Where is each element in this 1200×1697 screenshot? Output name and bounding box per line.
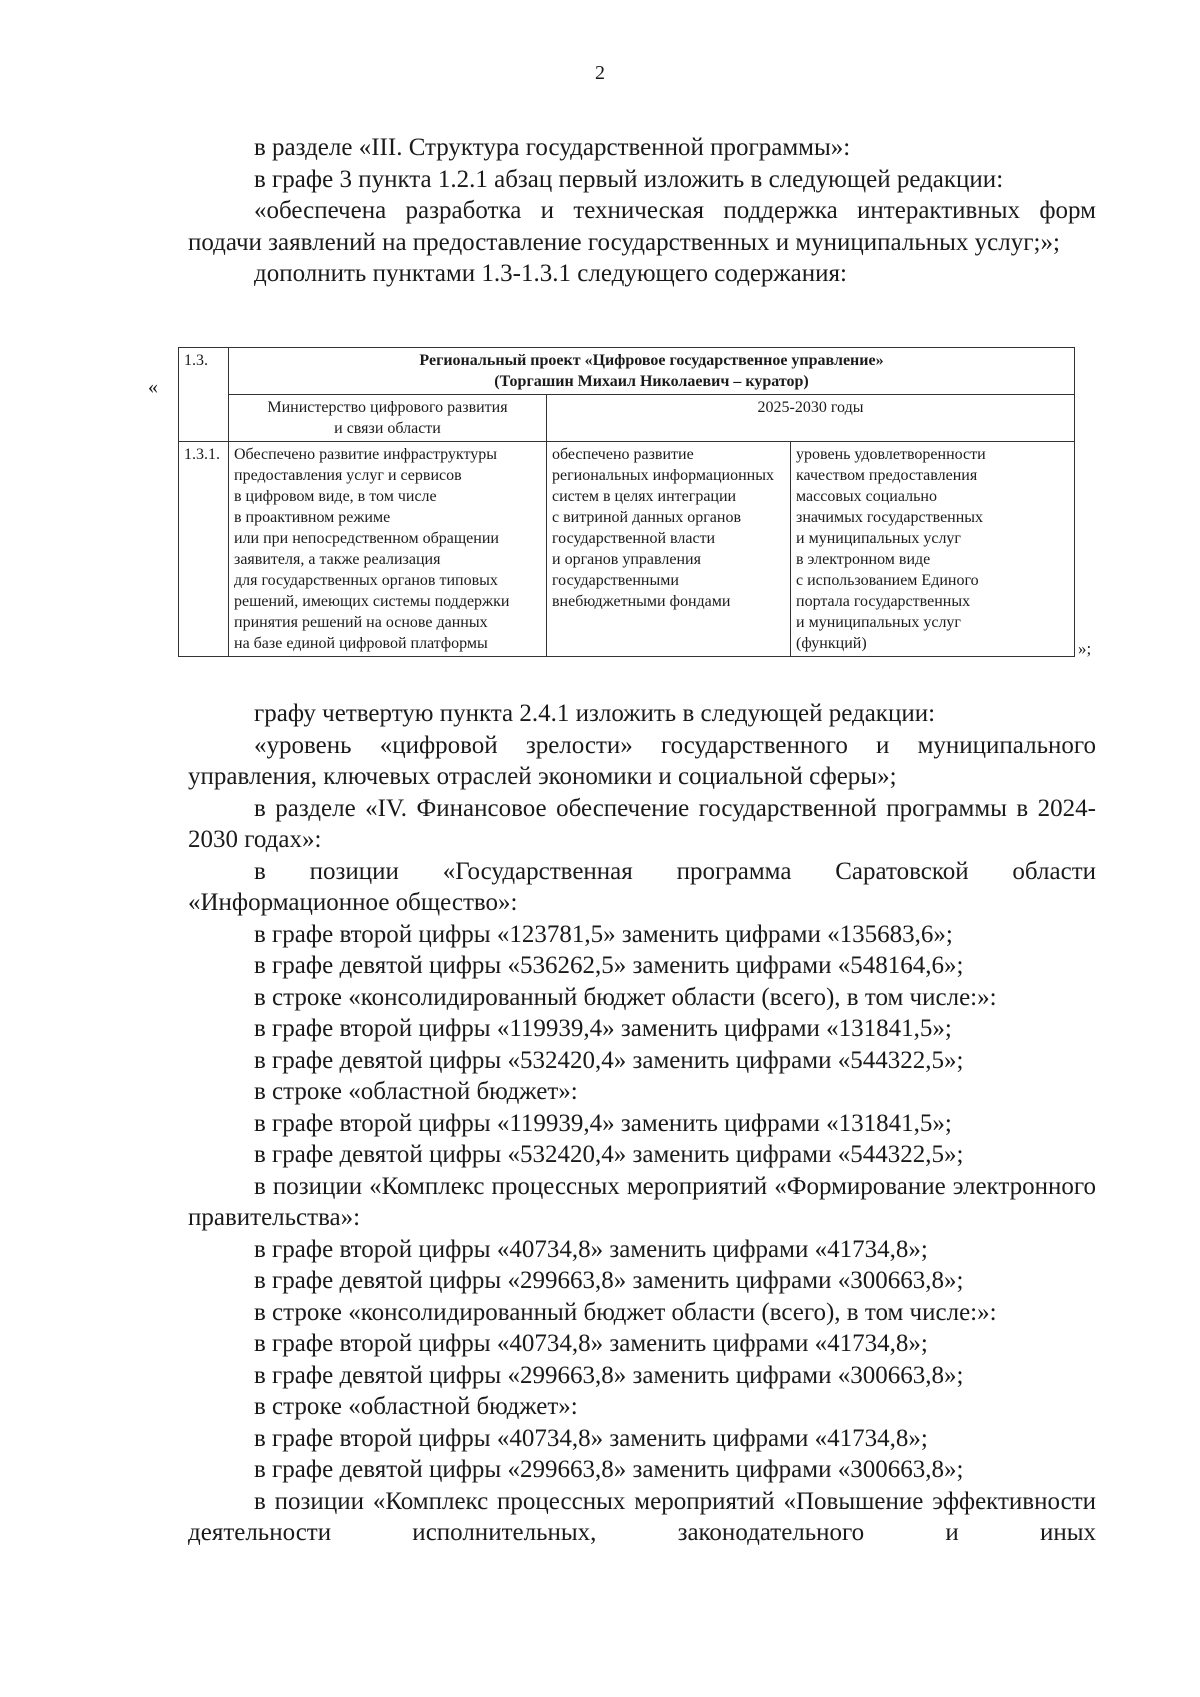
paragraph: в строке «консолидированный бюджет области (всего), в том числе:»: — [254, 983, 997, 1011]
intro-section — [188, 132, 1096, 290]
row-number: 1.3.1. — [179, 442, 229, 657]
paragraph: «уровень «цифровой зрелости» государственного и муниципального управления, ключевых отраслей экономики и социальной сферы»; — [188, 731, 1096, 790]
ministry-line: и связи области — [334, 420, 441, 437]
cell-line: принятия решений на основе данных — [234, 614, 488, 631]
cell-line: или при непосредственном обращении — [234, 530, 499, 547]
paragraph: в графе второй цифры «119939,4» заменить цифрами «131841,5»; — [254, 1015, 952, 1042]
indicator-cell — [791, 442, 1075, 657]
paragraph: в графе 3 пункта 1.2.1 абзац первый изложить в следующей редакции: — [254, 165, 1004, 193]
result-cell — [547, 442, 791, 657]
cell-line: обеспечено развитие — [552, 446, 694, 463]
cell-line: и муниципальных услуг — [796, 530, 961, 547]
project-title-cell — [229, 348, 1075, 395]
cell-line: с витриной данных органов — [552, 509, 741, 526]
project-title-line: Региональный проект «Цифровое государственное управление» — [419, 352, 884, 369]
cell-line: с использованием Единого — [796, 572, 979, 589]
cell-line: систем в целях интеграции — [552, 488, 737, 505]
cell-line: предоставления услуг и сервисов — [234, 467, 462, 484]
paragraph: в графе девятой цифры «299663,8» заменить цифрами «300663,8»; — [254, 1361, 964, 1389]
paragraph: в графе девятой цифры «536262,5» заменить цифрами «548164,6»; — [254, 952, 964, 979]
cell-line: Обеспечено развитие инфраструктуры — [234, 446, 498, 463]
paragraph: в графе девятой цифры «299663,8» заменить цифрами «300663,8»; — [254, 1456, 964, 1483]
paragraph: в графе девятой цифры «532420,4» заменить цифрами «544322,5»; — [254, 1046, 964, 1074]
paragraph: в разделе «III. Структура государственной программы»: — [254, 134, 851, 161]
cell-line: и муниципальных услуг — [796, 614, 961, 631]
paragraph: в строке «областной бюджет»: — [254, 1078, 578, 1105]
cell-line: значимых государственных — [796, 509, 984, 526]
period-cell: 2025-2030 годы — [547, 395, 1075, 442]
paragraph: «обеспечена разработка и техническая поддержка интерактивных форм подачи заявлений на предоставление государственных и муниципальных услуг;»; — [188, 197, 1096, 256]
table-row — [179, 442, 1075, 657]
table-row — [179, 395, 1075, 442]
amendment-table — [178, 347, 1075, 657]
ministry-line: Министерство цифрового развития — [267, 399, 508, 416]
cell-line: внебюджетными фондами — [552, 593, 731, 610]
paragraph: в графе второй цифры «123781,5» заменить цифрами «135683,6»; — [254, 920, 953, 948]
cell-line: качеством предоставления — [796, 467, 978, 484]
paragraph: в графе девятой цифры «532420,4» заменить цифрами «544322,5»; — [254, 1141, 964, 1168]
cell-line: государственными — [552, 572, 679, 589]
paragraph: графу четвертую пункта 2.4.1 изложить в следующей редакции: — [254, 700, 936, 727]
cell-line: решений, имеющих системы поддержки — [234, 593, 510, 610]
cell-line: для государственных органов типовых — [234, 572, 498, 589]
table-close-quote: »; — [1078, 639, 1092, 658]
cell-line: региональных информационных — [552, 467, 774, 484]
cell-line: и органов управления — [552, 551, 701, 568]
project-curator-line: (Торгашин Михаил Николаевич – куратор) — [494, 373, 809, 390]
table-open-quote: « — [148, 376, 158, 398]
paragraph: в позиции «Комплекс процессных мероприятий «Повышение эффективности деятельности исполнительных, законодательного и иных — [188, 1487, 1096, 1546]
cell-line: на базе единой цифровой платформы — [234, 635, 488, 652]
cell-line: заявителя, а также реализация — [234, 551, 441, 568]
paragraph: в строке «областной бюджет»: — [254, 1393, 578, 1420]
paragraph: в графе второй цифры «40734,8» заменить цифрами «41734,8»; — [254, 1424, 928, 1452]
paragraph: в строке «консолидированный бюджет области (всего), в том числе:»: — [254, 1298, 997, 1326]
paragraph: в графе второй цифры «40734,8» заменить цифрами «41734,8»; — [254, 1235, 928, 1263]
cell-line: в электронном виде — [796, 551, 931, 568]
cell-line: в цифровом виде, в том числе — [234, 488, 437, 505]
task-cell — [229, 442, 547, 657]
cell-line: портала государственных — [796, 593, 971, 610]
paragraph: в позиции «Комплекс процессных мероприятий «Формирование электронного правительства»: — [188, 1172, 1096, 1231]
page-number: 2 — [595, 62, 605, 84]
body-section — [188, 698, 1096, 1549]
cell-line: в проактивном режиме — [234, 509, 391, 526]
ministry-cell — [229, 395, 547, 442]
paragraph: в графе второй цифры «119939,4» заменить цифрами «131841,5»; — [254, 1109, 952, 1137]
row-number: 1.3. — [179, 348, 229, 442]
cell-line: массовых социально — [796, 488, 937, 505]
paragraph: в графе второй цифры «40734,8» заменить цифрами «41734,8»; — [254, 1330, 928, 1357]
cell-line: уровень удовлетворенности — [796, 446, 986, 463]
cell-line: (функций) — [796, 635, 867, 652]
paragraph: в графе девятой цифры «299663,8» заменить цифрами «300663,8»; — [254, 1267, 964, 1294]
table-row — [179, 348, 1075, 395]
paragraph: в позиции «Государственная программа Саратовской области «Информационное общество»: — [188, 857, 1096, 916]
cell-line: государственной власти — [552, 530, 716, 547]
paragraph: в разделе «IV. Финансовое обеспечение государственной программы в 2024-2030 годах»: — [188, 794, 1096, 853]
paragraph: дополнить пунктами 1.3-1.3.1 следующего содержания: — [254, 260, 847, 287]
